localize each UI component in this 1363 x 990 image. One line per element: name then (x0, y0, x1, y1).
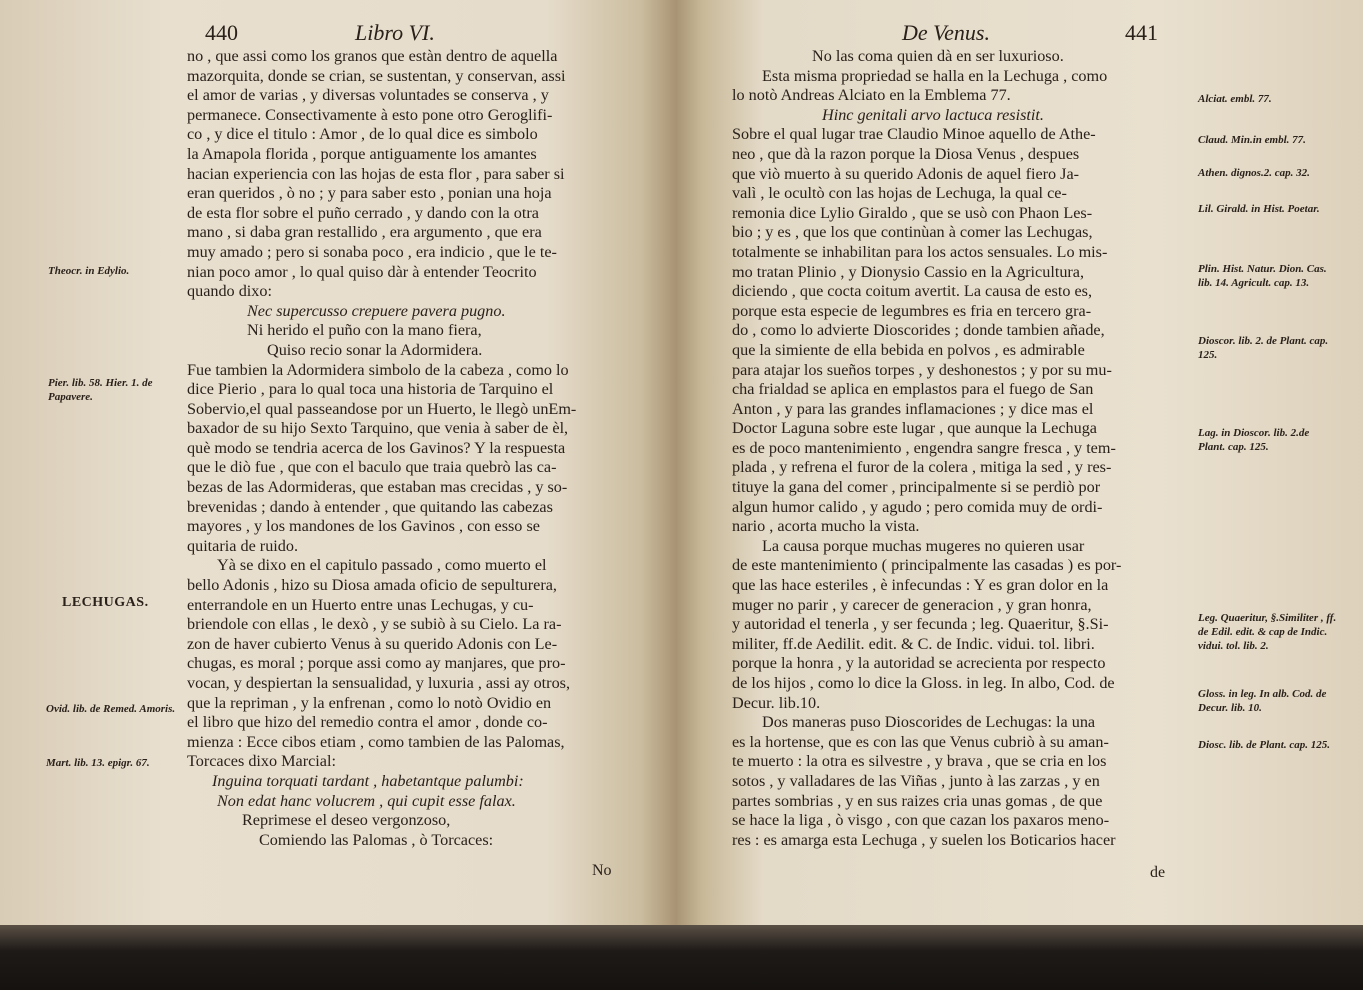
margin-note: Ovid. lib. de Remed. Amoris. (46, 703, 176, 715)
text-line: tituye la gana del comer , principalmente si se perdiò por (732, 478, 1101, 497)
margin-note: Mart. lib. 13. epigr. 67. (46, 757, 150, 769)
text-line: Yà se dixo en el capitulo passado , como muerto el (217, 556, 547, 575)
catchword-left: No (592, 862, 612, 879)
verse-line: Non edat hanc volucrem , qui cupit esse falax. (217, 791, 516, 810)
text-line: baxador de su hijo Sexto Tarquino, que venia à saber de èl, (187, 419, 569, 438)
margin-note: Diosc. lib. de Plant. cap. 125. (1198, 739, 1330, 751)
text-line: lo notò Andreas Alciato en la Emblema 77. (732, 86, 1011, 105)
margin-note: Athen. dignos.2. cap. 32. (1198, 167, 1310, 179)
text-line: enterrandole en un Huerto entre unas Lechugas, y cu- (187, 595, 534, 614)
text-line: Dos maneras puso Dioscorides de Lechugas: la una (762, 713, 1096, 732)
left-body-text (187, 47, 639, 850)
text-line: porque la honra , y la autoridad se acrecienta por respecto (732, 654, 1106, 673)
margin-note: Dioscor. lib. 2. de Plant. cap. 125. (1198, 335, 1329, 361)
text-line: de este mantenimiento ( principalmente las casadas ) es por- (732, 556, 1122, 575)
text-line: La causa porque muchas mugeres no quieren usar (762, 536, 1085, 555)
text-line: quitaria de ruido. (187, 536, 299, 555)
page-number-right: 441 (1125, 20, 1158, 45)
left-page (0, 0, 676, 920)
margin-note: Claud. Min.in embl. 77. (1198, 134, 1306, 146)
verse-line: Quiso recio sonar la Adormidera. (267, 340, 483, 359)
text-line: valì , le ocultò con las hojas de Lechuga, la qual ce- (732, 184, 1067, 203)
text-line: muy amado ; pero si sonaba poco , era indicio , que le te- (187, 242, 557, 261)
text-line: chugas, es moral ; porque assi como ay manjares, que pro- (187, 654, 566, 673)
text-line: te muerto : la otra es silvestre , y brava , que se cria en los (732, 752, 1107, 771)
text-line: bello Adonis , hizo su Diosa amada oficio de sepulturera, (187, 576, 557, 595)
text-line: es la hortense, que es con las que Venus cubriò à su aman- (732, 732, 1109, 751)
text-line: para atajar los sueños torpes , y deshonestos ; y por su mu- (732, 360, 1112, 379)
text-line: que la simiente de ella bebida en polvos , es admirable (732, 340, 1085, 359)
text-line: sotos , y valladares de las Viñas , junto à las zarzas , y en (732, 771, 1100, 790)
verse-line: Hinc genitali arvo lactuca resistit. (822, 105, 1044, 124)
text-line: partes sombrias , y en sus raizes cria unas gomas , de que (732, 791, 1103, 810)
text-line: algun humor calido , y agudo ; pero comida muy de ordi- (732, 497, 1103, 516)
verse-line: Ni herido el puño con la mano fiera, (247, 321, 482, 340)
margin-note: Alciat. embl. 77. (1198, 93, 1272, 105)
text-line: bio ; y es , que los que continùan à comer las Lechugas, (732, 223, 1093, 242)
verse-line: Reprimese el deseo vergonzoso, (242, 811, 451, 830)
table-surface (0, 925, 1363, 990)
text-line: dice Pierio , para lo qual toca una historia de Tarquino el (187, 380, 554, 399)
text-line: es de poco mantenimiento , engendra sangre fresca , y tem- (732, 438, 1116, 457)
right-body-text (732, 47, 1182, 850)
verse-line: Inguina torquati tardant , habetantque palumbi: (212, 771, 524, 790)
text-line: eran queridos , ò no ; y para saber esto , ponian una hoja (187, 184, 552, 203)
margin-note: Lag. in Dioscor. lib. 2.de Plant. cap. 125. (1198, 427, 1310, 453)
text-line: mayores , y los mandones de los Gavinos , con esso se (187, 517, 540, 536)
text-line: de los hijos , como lo dice la Gloss. in leg. In albo, Cod. de (732, 674, 1115, 692)
text-line: do , como lo advierte Dioscorides ; donde tambien añade, (732, 321, 1105, 340)
running-head-right: De Venus. (902, 20, 990, 45)
text-line: co , y dice el titulo : Amor , de lo qual dice es simbolo (187, 125, 538, 144)
margin-note: Pier. lib. 58. Hier. 1. de Papavere. (48, 377, 153, 403)
text-line: y autoridad el tenerla , y ser fecunda ; leg. Quaeritur, §.Si- (732, 615, 1109, 634)
text-line: muger no parir , y carecer de generacion , y gran honra, (732, 595, 1092, 614)
text-line: porque esta especie de legumbres es fria en tercero gra- (732, 301, 1092, 320)
text-line: Esta misma propriedad se halla en la Lechuga , como (762, 66, 1108, 85)
text-line: hacian experiencia con las hojas de esta flor , para saber si (187, 164, 565, 183)
text-line: neo , que dà la razon porque la Diosa Venus , despues (732, 144, 1080, 163)
text-line: Fue tambien la Adormidera simbolo de la cabeza , como lo (187, 360, 569, 379)
text-line: res : es amarga esta Lechuga , y suelen los Boticarios hacer (732, 830, 1116, 849)
text-line: el libro que hizo del remedio contra el amor , donde co- (187, 713, 548, 732)
catchword-right: de (1150, 864, 1166, 881)
right-page (680, 0, 1363, 920)
text-line: permanece. Consectivamente à esto pone otro Geroglifi- (187, 105, 553, 124)
text-line: Doctor Laguna sobre este lugar , que aunque la Lechuga (732, 419, 1097, 438)
margin-note: Theocr. in Edylio. (48, 265, 130, 277)
text-line: que viò muerto à su querido Adonis de aquel fiero Ja- (732, 164, 1080, 183)
page-number-left: 440 (205, 20, 238, 45)
text-line: Sobervio,el qual passeandose por un Huerto, le llegò unEm- (187, 399, 577, 418)
text-line: se hace la liga , ò visgo , con que cazan los paxaros meno- (732, 811, 1110, 830)
verse-line: No las coma quien dà en ser luxurioso. (812, 47, 1064, 65)
margin-note: Gloss. in leg. In alb. Cod. de Decur. lib. 10. (1198, 688, 1327, 714)
text-line: Sobre el qual lugar trae Claudio Minoe aquello de Athe- (732, 125, 1096, 144)
text-line: la Amapola florida , porque antiguamente los amantes (187, 144, 537, 163)
text-line: que la repriman , y la enfrenan , como lo notò Ovidio en (187, 693, 552, 712)
text-line: briendole con ellas , le dexò , y se subiò à su Cielo. La ra- (187, 615, 562, 634)
text-line: bezas de las Adormideras, que estaban mas crecidas , y so- (187, 478, 568, 497)
text-line: totalmente se inhabilitan para los actos sensuales. Lo mis- (732, 242, 1108, 261)
text-line: Decur. lib.10. (732, 693, 821, 712)
text-line: de esta flor sobre el puño cerrado , y dando con la otra (187, 203, 539, 222)
verse-line: Nec supercusso crepuere pavera pugno. (247, 301, 506, 320)
margin-note: Lil. Girald. in Hist. Poetar. (1198, 203, 1320, 215)
text-line: mienza : Ecce cibos etiam , como tambien de las Palomas, (187, 732, 565, 751)
text-line: militer, ff.de Aedilit. edit. & C. de Indic. vidui. tol. libri. (732, 634, 1095, 653)
text-line: què modo se tendria acerca de los Gavinos? Y la respuesta (187, 438, 566, 457)
text-line: mano , si daba gran restallido , era argumento , que era (187, 223, 542, 242)
text-line: mo tratan Plinio , y Dionysio Cassio en la Agricultura, (732, 262, 1085, 281)
text-line: nian poco amor , lo qual quiso dàr à entender Teocrito (187, 262, 537, 281)
text-line: plada , y refrena el furor de la colera , mitiga la sed , y res- (732, 458, 1112, 477)
text-line: zon de haver cubierto Venus à su querido Adonis con Le- (187, 634, 558, 653)
running-head-left: Libro VI. (355, 20, 435, 45)
text-line: brevenidas ; dando à entender , que quitando las cabezas (187, 497, 553, 516)
text-line: vocan, y despiertan la sensualidad, y luxuria , assi ay otros, (187, 674, 571, 692)
verse-line: Comiendo las Palomas , ò Torcaces: (259, 830, 494, 849)
text-line: nario , acorta mucho la vista. (732, 517, 920, 536)
text-line: mazorquita, donde se crian, se sustentan, y conservan, assi (187, 66, 566, 85)
text-line: diciendo , que cocta coitum avertit. La causa de esto es, (732, 282, 1093, 301)
margin-note: Plin. Hist. Natur. Dion. Cas. lib. 14. Agricult. cap. 13. (1198, 263, 1327, 289)
text-line: el amor de varias , y diversas voluntades se conserva , y (187, 86, 549, 105)
text-line: remonia dice Lylio Giraldo , que se usò con Phaon Les- (732, 203, 1093, 222)
text-line: cha frialdad se aplica en emplastos para el fuego de San (732, 380, 1094, 399)
text-line: que le diò fue , que con el baculo que traia quebrò las ca- (187, 458, 557, 477)
text-line: Torcaces dixo Marcial: (187, 752, 336, 771)
text-line: quando dixo: (187, 282, 272, 301)
text-line: que las hace esteriles , è infecundas : Y es gran dolor en la (732, 576, 1109, 595)
text-line: no , que assi como los granos que estàn dentro de aquella (187, 47, 558, 65)
text-line: Anton , y para las grandes inflamaciones ; y dice mas el (732, 399, 1094, 418)
margin-heading: LECHUGAS. (62, 595, 149, 610)
margin-note: Leg. Quaeritur, §.Similiter , ff. de Edil. edit. & cap de Indic. vidui. tol. lib. 2. (1198, 612, 1337, 652)
